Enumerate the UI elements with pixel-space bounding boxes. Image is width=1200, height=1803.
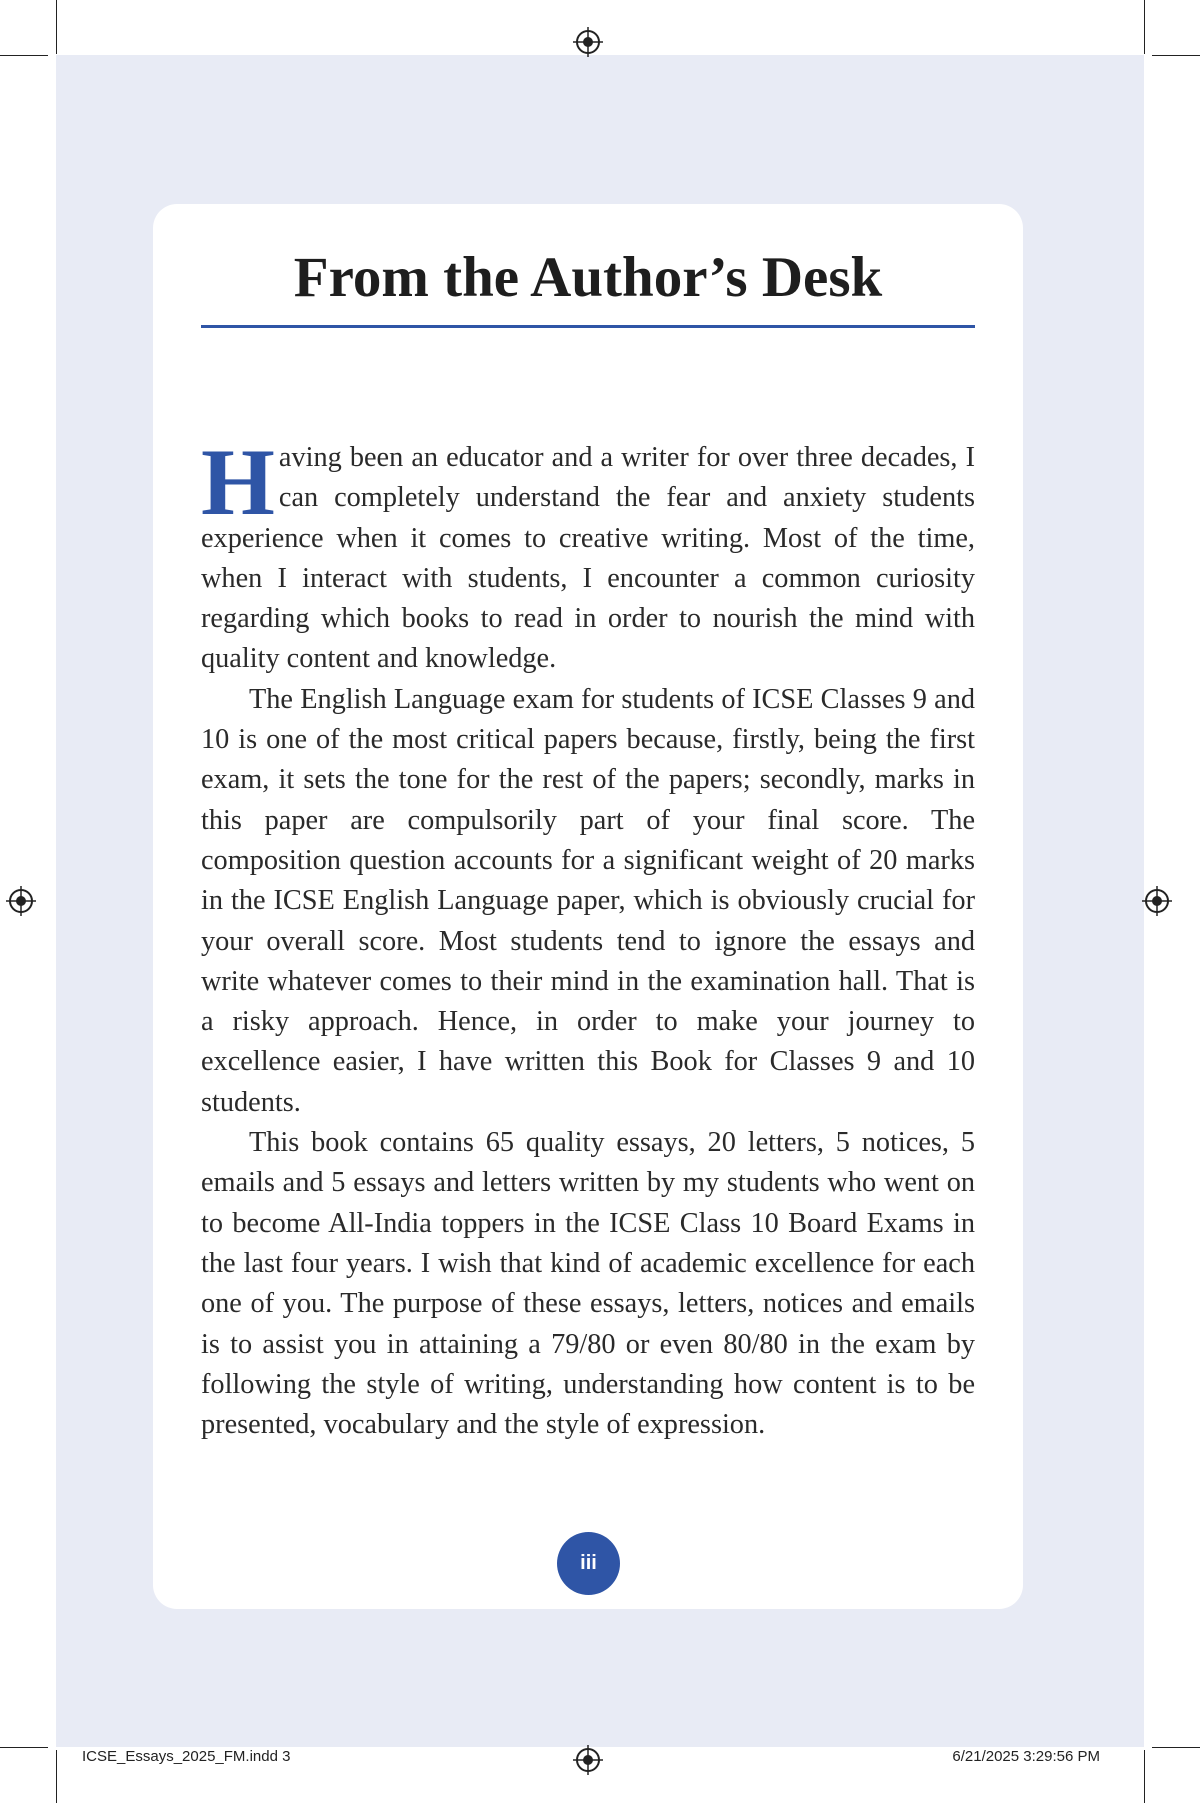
paragraph-3: This book contains 65 quality essays, 20 letters, 5 notices, 5 emails and 5 essays and letters written by my students who went on to become All-India toppers in the ICSE Class 10 Board Exams in the last four years. I wish that kind of academic excellence for each one of you. The purpose of these essays, letters, notices and emails is to assist you in attaining a 79/80 or even 80/80 in the exam by following the style of writing, understanding how content is to be presented, vocabulary and the style of expression. [201, 1127, 975, 1441]
content-card [153, 204, 1023, 1609]
drop-cap: H [201, 429, 275, 535]
slug-timestamp: 6/21/2025 3:29:56 PM [952, 1748, 1100, 1765]
registration-mark-icon [1142, 886, 1172, 916]
crop-mark-icon [56, 0, 57, 54]
paragraph-1-text: aving been an educator and a writer for over three decades, I can completely understand the fear and anxiety students experience when it comes to creative writing. Most of the time, when I interact with students, I encounter a common curiosity regarding which books to read in order to nourish the mind with quality content and knowledge. [201, 442, 975, 675]
crop-mark-icon [0, 1747, 48, 1748]
crop-mark-icon [1144, 0, 1145, 54]
crop-mark-icon [1152, 55, 1200, 56]
title-underline [201, 325, 975, 328]
body-text [201, 429, 975, 1445]
registration-mark-icon [573, 1745, 603, 1775]
paragraph-2: The English Language exam for students of ICSE Classes 9 and 10 is one of the most critical papers because, firstly, being the first exam, it sets the tone for the rest of the papers; secondly, marks in this paper are compulsorily part of your final score. The composition question accounts for a significant weight of 20 marks in the ICSE English Language paper, which is obviously crucial for your overall score. Most students tend to ignore the essays and write whatever comes to their mind in the examination hall. That is a risky approach. Hence, in order to make your journey to excellence easier, I have written this Book for Classes 9 and 10 students. [201, 683, 975, 1118]
crop-mark-icon [56, 1750, 57, 1803]
crop-mark-icon [0, 55, 48, 56]
slug-file-name: ICSE_Essays_2025_FM.indd 3 [82, 1748, 291, 1765]
page-number-badge [557, 1532, 620, 1595]
crop-mark-icon [1152, 1747, 1200, 1748]
page-number: iii [580, 1552, 597, 1574]
crop-mark-icon [1144, 1750, 1145, 1803]
paragraph-1 [201, 429, 975, 680]
page-title: From the Author’s Desk [293, 246, 883, 309]
registration-mark-icon [573, 27, 603, 57]
registration-mark-icon [6, 886, 36, 916]
